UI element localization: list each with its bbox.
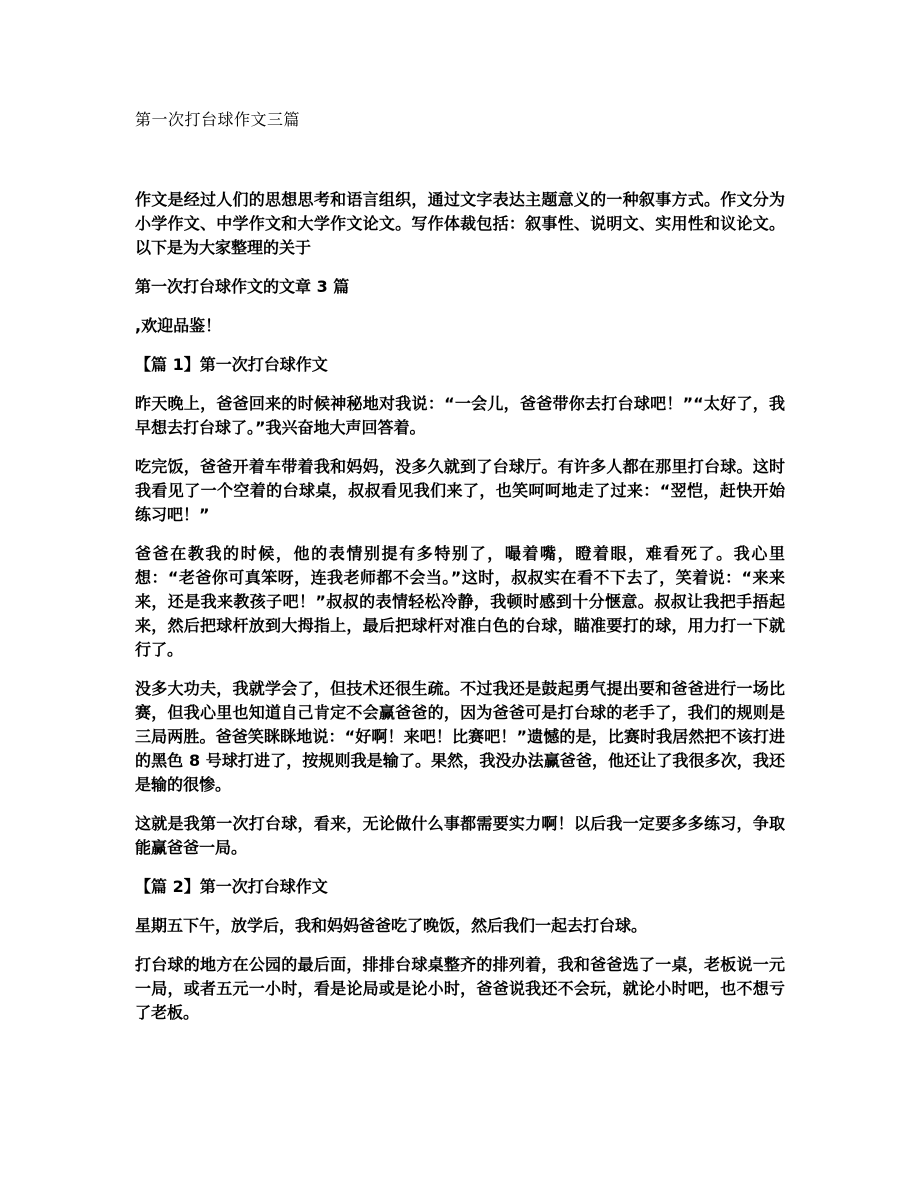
document-title: 第一次打台球作文三篇 <box>135 110 301 129</box>
body-paragraph: 打台球的地方在公园的最后面，排排台球桌整齐的排列着，我和爸爸选了一桌，老板说一元一局，或者五元一小时，看是论局或是论小时，爸爸说我还不会玩，就论小时吧，也不想亏了老板。 <box>135 955 785 1022</box>
body-paragraph: 吃完饭，爸爸开着车带着我和妈妈，没多久就到了台球厅。有许多人都在那里打台球。这时我看见了一个空着的台球桌，叔叔看见我们来了，也笑呵呵地走了过来：“翌恺，赶快开始练习吧！” <box>135 457 785 524</box>
document-body <box>135 108 785 1040</box>
intro-paragraph: 作文是经过人们的思想思考和语言组织，通过文字表达主题意义的一种叙事方式。作文分为小学作文、中学作文和大学作文论文。写作体裁包括：叙事性、说明文、实用性和议论文。 以下是为大家整理的关于 <box>135 190 785 257</box>
body-paragraph: 没多大功夫，我就学会了，但技术还很生疏。不过我还是鼓起勇气提出要和爸爸进行一场比赛，但我心里也知道自己肯定不会赢爸爸的，因为爸爸可是打台球的老手了，我们的规则是三局两胜。爸爸笑眯眯地说：“好啊！来吧！比赛吧！”遗憾的是，比赛时我居然把不该打进的黑色 8 号球打进了，按规则我是输了。果然，我没办法赢爸爸，他还让了我很多次，我还是输的很惨。 <box>135 679 785 794</box>
body-paragraph: 这就是我第一次打台球，看来，无论做什么事都需要实力啊！以后我一定要多多练习，争取能赢爸爸一局。 <box>135 814 785 857</box>
body-paragraph: 爸爸在教我的时候，他的表情别提有多特别了，嘬着嘴，瞪着眼，难看死了。我心里想：“老爸你可真笨呀，连我老师都不会当。”这时，叔叔实在看不下去了，笑着说：“来来来，还是我来教孩子吧！”叔叔的表情轻松冷静，我顿时感到十分惬意。叔叔让我把手捂起来，然后把球杆放到大拇指上，最后把球杆对准白色的台球，瞄准要打的球，用力打一下就行了。 <box>135 544 785 659</box>
intro-welcome: ,欢迎品鉴！ <box>135 316 222 335</box>
section-heading-2: 【篇 2】第一次打台球作文 <box>135 877 328 896</box>
section-heading-1: 【篇 1】第一次打台球作文 <box>135 355 328 374</box>
body-paragraph: 昨天晚上，爸爸回来的时候神秘地对我说：“一会儿，爸爸带你去打台球吧！”“太好了，我早想去打台球了。”我兴奋地大声回答着。 <box>135 394 785 437</box>
body-paragraph: 星期五下午，放学后，我和妈妈爸爸吃了晚饭，然后我们一起去打台球。 <box>135 916 648 935</box>
intro-subtitle: 第一次打台球作文的文章 3 篇 <box>135 277 350 296</box>
